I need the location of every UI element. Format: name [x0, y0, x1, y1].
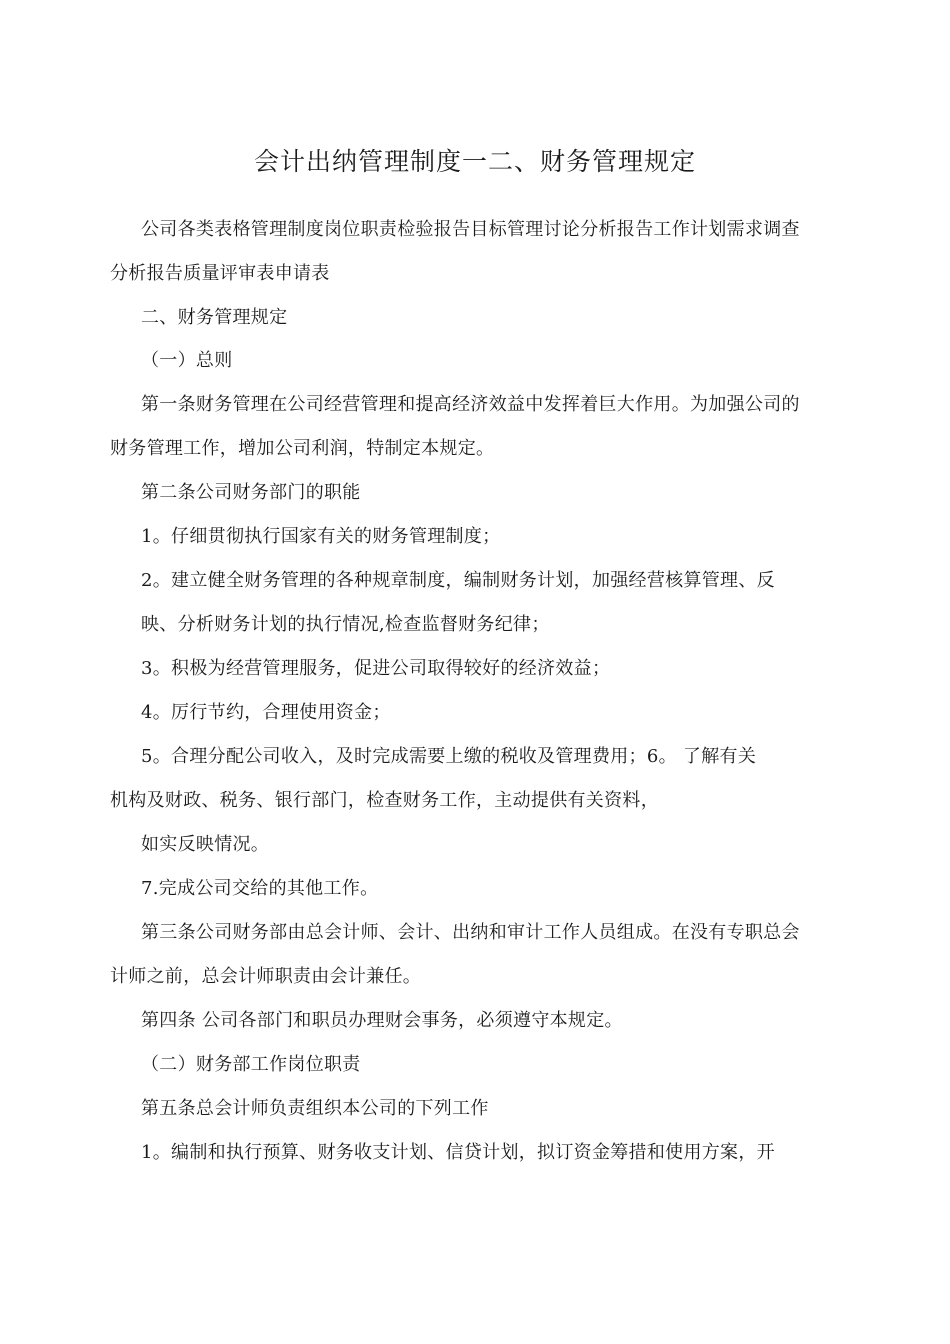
article-heading: 第五条总会计师负责组织本公司的下列工作: [141, 1098, 489, 1119]
paragraph-line: 公司各类表格管理制度岗位职责检验报告目标管理讨论分析报告工作计划需求调查: [141, 219, 800, 240]
list-item: 5。合理分配公司收入，及时完成需要上缴的税收及管理费用；6。 了解有关: [141, 746, 757, 767]
subsection-heading: （二）财务部工作岗位职责: [141, 1054, 361, 1075]
paragraph-line: 分析报告质量评审表申请表: [110, 263, 330, 284]
section-heading: 二、财务管理规定: [141, 307, 288, 328]
subsection-heading: （一）总则: [141, 350, 233, 371]
list-item: 1。仔细贯彻执行国家有关的财务管理制度；: [141, 526, 501, 547]
page-title: 会计出纳管理制度一二、财务管理规定: [253, 147, 696, 176]
paragraph-line: 第一条财务管理在公司经营管理和提高经济效益中发挥着巨大作用。为加强公司的: [141, 394, 800, 415]
list-item: 2。建立健全财务管理的各种规章制度，编制财务计划，加强经营核算管理、反: [141, 570, 775, 591]
paragraph-line: 财务管理工作，增加公司利润，特制定本规定。: [110, 438, 495, 459]
paragraph-line: 计师之前，总会计师职责由会计兼任。: [110, 966, 422, 987]
article-heading: 第二条公司财务部门的职能: [141, 482, 361, 503]
list-item: 3。积极为经营管理服务，促进公司取得较好的经济效益；: [141, 658, 611, 679]
paragraph-line: 第四条 公司各部门和职员办理财会事务，必须遵守本规定。: [141, 1010, 623, 1031]
list-item-continuation: 映、分析财务计划的执行情况,检查监督财务纪律；: [141, 614, 550, 635]
list-item-continuation: 机构及财政、税务、银行部门，检查财务工作，主动提供有关资料，: [110, 790, 659, 811]
list-item-continuation: 如实反映情况。: [141, 834, 270, 855]
list-item: 7.完成公司交给的其他工作。: [141, 878, 379, 899]
list-item: 4。厉行节约，合理使用资金；: [141, 702, 391, 723]
paragraph-line: 第三条公司财务部由总会计师、会计、出纳和审计工作人员组成。在没有专职总会: [141, 922, 800, 943]
list-item: 1。编制和执行预算、财务收支计划、信贷计划，拟订资金筹措和使用方案，开: [141, 1142, 775, 1163]
